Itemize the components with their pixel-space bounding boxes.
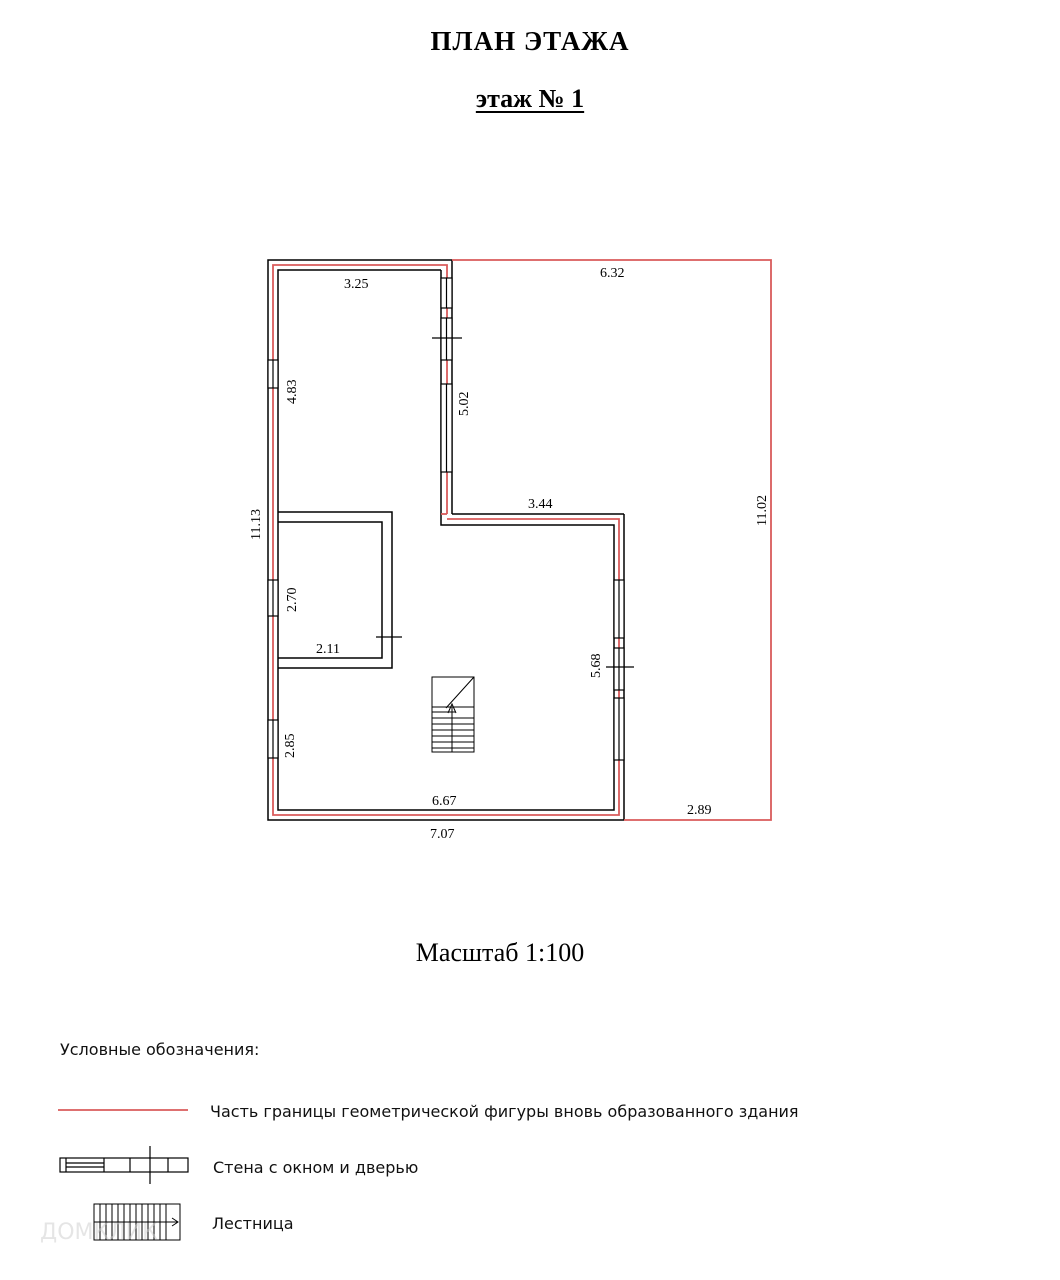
dim-top-right-width: 6.32 [600, 266, 625, 281]
legend-boundary-label: Часть границы геометрической фигуры вновь образованного здания [210, 1102, 799, 1121]
scale-label: Масштаб 1:100 [415, 938, 585, 967]
dim-partition-height: 5.02 [457, 391, 472, 416]
dim-small-room-width: 2.11 [316, 642, 340, 657]
dim-left-upper-height: 4.83 [285, 379, 300, 404]
boundary-lines [273, 260, 771, 820]
wall-window-door-icon [60, 1146, 188, 1184]
dim-top-left-width: 3.25 [344, 277, 369, 292]
dim-bottom-right-width: 2.89 [687, 803, 712, 818]
dim-bottom-outer-width: 7.07 [430, 827, 455, 842]
dim-right-height: 11.02 [755, 495, 770, 526]
floor-number-label: этаж № 1 [475, 84, 585, 113]
page-title: ПЛАН ЭТАЖА [430, 26, 630, 56]
staircase-icon [432, 677, 474, 752]
legend-wall-label: Стена с окном и дверью [213, 1158, 419, 1177]
dim-step-width: 3.44 [528, 497, 553, 512]
dim-bottom-inner-width: 6.67 [432, 794, 457, 809]
dim-small-room-height: 2.70 [285, 587, 300, 612]
legend-title: Условные обозначения: [60, 1040, 260, 1059]
dim-right-inner-height: 5.68 [589, 653, 604, 678]
watermark: ДОМКЛИК [40, 1220, 158, 1245]
dim-left-total-height: 11.13 [249, 509, 264, 540]
dim-left-lower-height: 2.85 [283, 733, 298, 758]
legend-stairs-label: Лестница [212, 1214, 294, 1233]
right-wall-openings [606, 580, 634, 760]
